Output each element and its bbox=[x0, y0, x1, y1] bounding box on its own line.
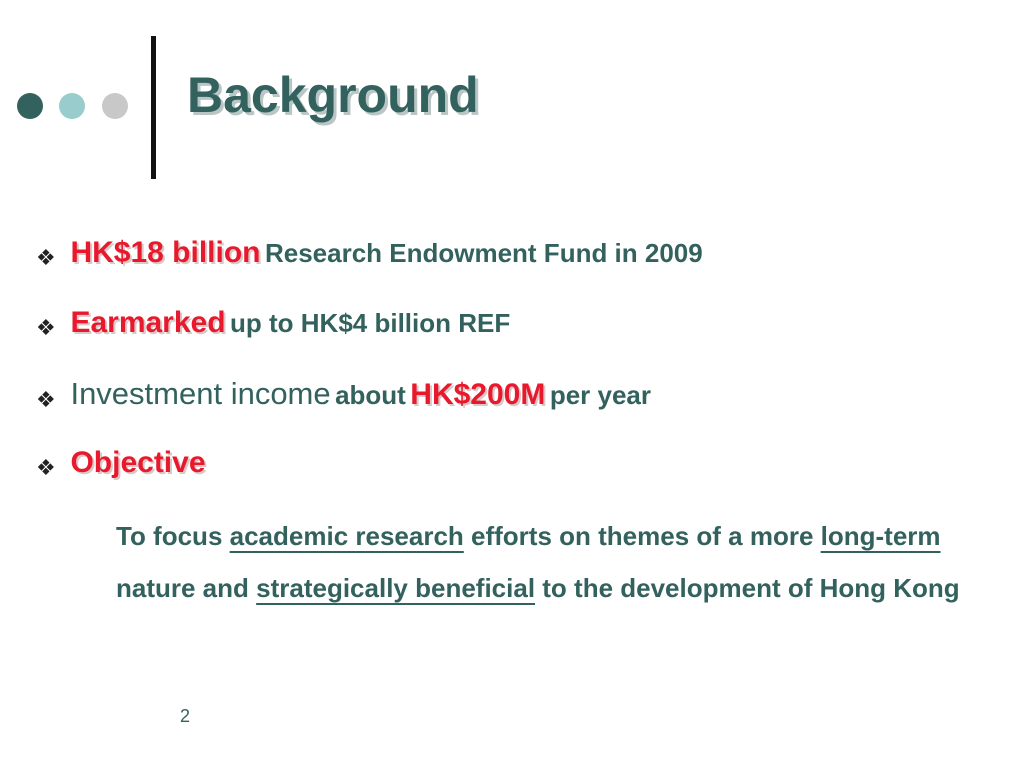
objective-text: to the development of Hong Kong bbox=[535, 573, 960, 603]
objective-paragraph bbox=[116, 510, 996, 614]
bullet-post: per year bbox=[549, 380, 651, 410]
bullet-text: Research Endowment Fund in 2009 bbox=[264, 238, 703, 268]
bullet-fund bbox=[36, 236, 703, 271]
underlined-term: long-term bbox=[820, 521, 941, 551]
objective-text: To focus bbox=[116, 521, 230, 551]
bullet-income bbox=[36, 376, 651, 413]
decor-dot-dark bbox=[17, 93, 43, 119]
bullet-lead: Investment income bbox=[70, 376, 331, 411]
title-divider bbox=[151, 36, 156, 179]
decor-dot-light bbox=[59, 93, 85, 119]
bullet-objective bbox=[36, 446, 206, 481]
diamond-bullet-icon: ❖ bbox=[36, 454, 56, 480]
bullet-highlight: HK$18 billion bbox=[70, 236, 261, 269]
bullet-highlight: Objective bbox=[70, 446, 206, 479]
decor-dot-grey bbox=[102, 93, 128, 119]
bullet-highlight: HK$200M bbox=[410, 378, 546, 411]
underlined-term: academic research bbox=[229, 521, 464, 551]
page-number: 2 bbox=[180, 706, 191, 726]
diamond-bullet-icon: ❖ bbox=[36, 386, 56, 412]
underlined-term: strategically beneficial bbox=[256, 573, 536, 603]
diamond-bullet-icon: ❖ bbox=[36, 244, 56, 270]
objective-text: nature and bbox=[116, 573, 257, 603]
bullet-pre: about bbox=[335, 380, 406, 410]
diamond-bullet-icon: ❖ bbox=[36, 314, 56, 340]
objective-text: efforts on themes of a more bbox=[463, 521, 821, 551]
slide-title: Background bbox=[187, 67, 479, 123]
bullet-earmarked bbox=[36, 306, 510, 341]
bullet-highlight: Earmarked bbox=[70, 306, 226, 339]
bullet-text: up to HK$4 billion REF bbox=[230, 308, 511, 338]
